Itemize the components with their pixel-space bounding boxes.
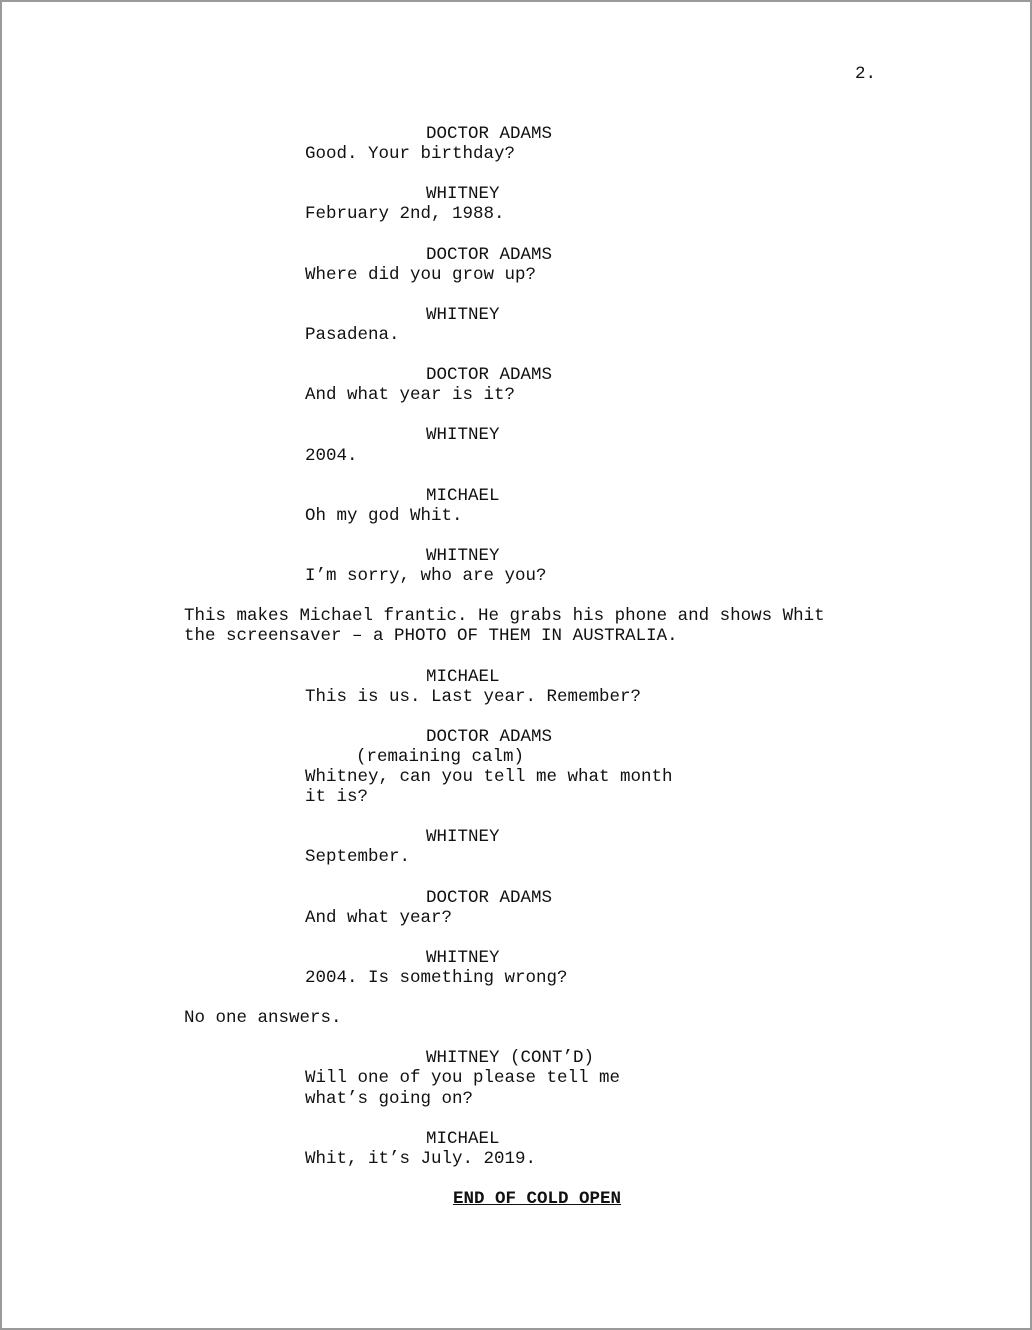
dialogue-line: I’m sorry, who are you? xyxy=(305,566,547,587)
dialogue-line: And what year? xyxy=(305,907,453,928)
blank-line xyxy=(2,1028,1030,1048)
dialogue-line: Whit, it’s July. 2019. xyxy=(305,1148,537,1169)
blank-line xyxy=(2,285,1030,305)
dialogue-line: what’s going on? xyxy=(305,1088,474,1109)
blank-line xyxy=(2,224,1030,244)
character-cue: DOCTOR ADAMS xyxy=(426,887,553,908)
blank-line xyxy=(2,707,1030,727)
character-cue: WHITNEY (CONT’D) xyxy=(426,1048,595,1069)
dialogue-line: Oh my god Whit. xyxy=(305,505,463,526)
character-cue: WHITNEY xyxy=(426,304,500,325)
blank-line xyxy=(2,807,1030,827)
blank-line xyxy=(2,1109,1030,1129)
dialogue-line: Whitney, can you tell me what month xyxy=(305,767,673,787)
dialogue-line: 2004. Is something wrong? xyxy=(305,967,568,988)
action-line: the screensaver – a PHOTO OF THEM IN AUSTRALIA. xyxy=(184,626,678,647)
blank-line xyxy=(2,345,1030,365)
blank-line xyxy=(2,586,1030,606)
dialogue-line: This is us. Last year. Remember? xyxy=(305,686,642,707)
page-number: 2. xyxy=(855,64,877,84)
dialogue-line: Will one of you please tell me xyxy=(305,1068,621,1089)
character-cue: MICHAEL xyxy=(426,485,500,506)
blank-line xyxy=(2,164,1030,184)
transition-line: END OF COLD OPEN xyxy=(453,1188,622,1209)
parenthetical: (remaining calm) xyxy=(356,746,525,767)
character-cue: WHITNEY xyxy=(426,184,500,205)
blank-line xyxy=(2,988,1030,1008)
dialogue-line: February 2nd, 1988. xyxy=(305,204,505,225)
dialogue-line: 2004. xyxy=(305,445,358,466)
dialogue-line: And what year is it? xyxy=(305,385,516,406)
action-line: This makes Michael frantic. He grabs his phone and shows Whit xyxy=(184,606,825,627)
character-cue: DOCTOR ADAMS xyxy=(426,244,553,265)
character-cue: WHITNEY xyxy=(426,425,500,446)
character-cue: WHITNEY xyxy=(426,827,500,848)
blank-line xyxy=(2,405,1030,425)
character-cue: WHITNEY xyxy=(426,545,500,566)
character-cue: DOCTOR ADAMS xyxy=(426,124,553,144)
character-cue: DOCTOR ADAMS xyxy=(426,726,553,747)
character-cue: MICHAEL xyxy=(426,1128,500,1149)
character-cue: MICHAEL xyxy=(426,666,500,687)
blank-line xyxy=(2,1169,1030,1189)
dialogue-line: Pasadena. xyxy=(305,324,400,345)
dialogue-line: it is? xyxy=(305,787,369,808)
blank-line xyxy=(2,466,1030,486)
dialogue-line: September. xyxy=(305,847,411,868)
dialogue-line: Where did you grow up? xyxy=(305,264,537,285)
blank-line xyxy=(2,867,1030,887)
blank-line xyxy=(2,526,1030,546)
blank-line xyxy=(2,928,1030,948)
dialogue-line: Good. Your birthday? xyxy=(305,144,516,165)
blank-line xyxy=(2,646,1030,666)
character-cue: DOCTOR ADAMS xyxy=(426,365,553,386)
character-cue: WHITNEY xyxy=(426,947,500,968)
action-line: No one answers. xyxy=(184,1008,342,1029)
script-body xyxy=(2,124,1030,1209)
